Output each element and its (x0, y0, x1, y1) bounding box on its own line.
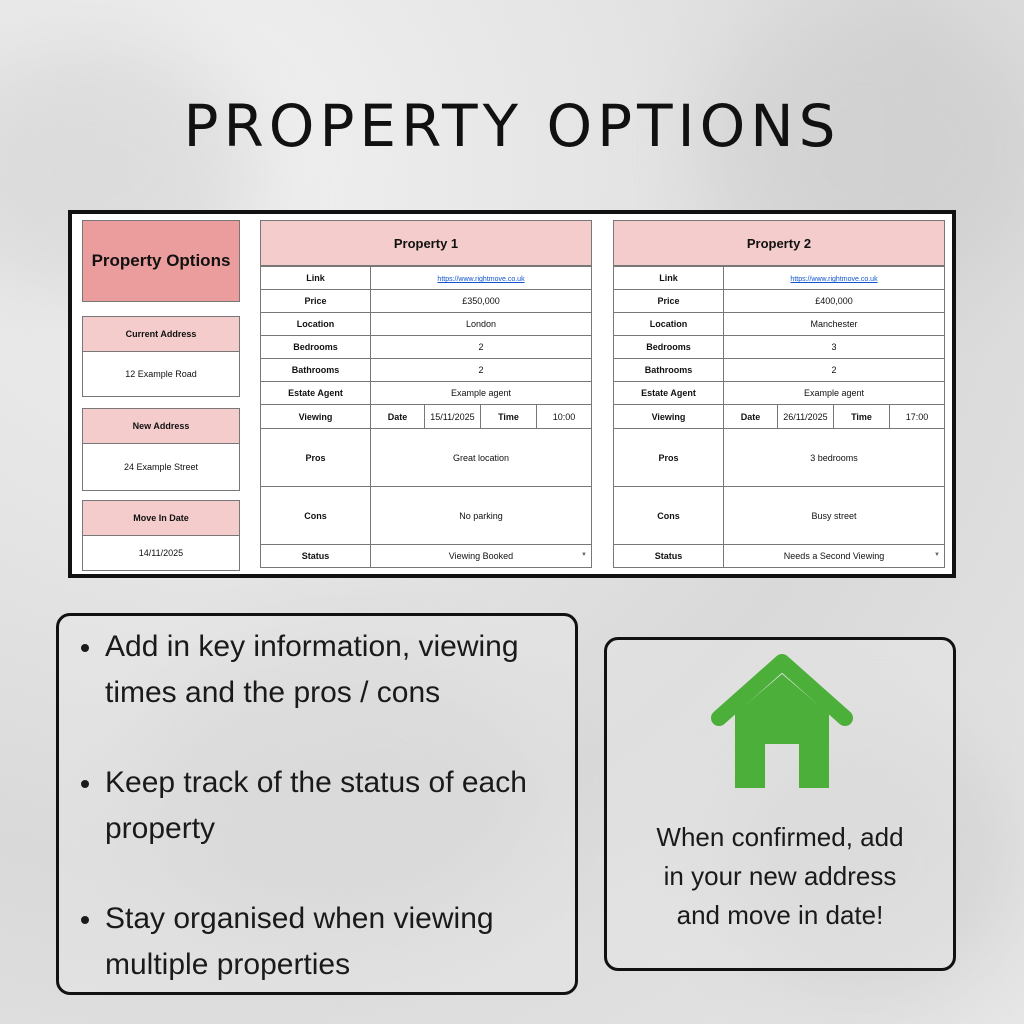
table-row (261, 405, 592, 429)
property-1-status-dropdown[interactable] (371, 545, 592, 568)
property-2-viewing-date[interactable]: 26/11/2025 (778, 405, 834, 428)
property-1-price[interactable]: £350,000 (371, 290, 592, 313)
date-label: Date (371, 405, 425, 428)
table-row (614, 313, 945, 336)
estate-agent-label: Estate Agent (261, 382, 371, 405)
location-label: Location (261, 313, 371, 336)
property-2-link[interactable]: https://www.rightmove.co.uk (790, 276, 878, 283)
confirmation-line: and move in date! (676, 900, 884, 930)
list-item: Add in key information, viewing times and the pros / cons (81, 624, 561, 716)
table-row (261, 267, 592, 290)
confirmation-line: in your new address (663, 861, 897, 891)
table-row (261, 545, 592, 568)
property-2-estate-agent[interactable]: Example agent (724, 382, 945, 405)
current-address-block (82, 316, 240, 397)
current-address-label: Current Address (83, 317, 239, 352)
pros-label: Pros (614, 429, 724, 487)
features-list (81, 624, 561, 1024)
spreadsheet-preview (68, 210, 956, 578)
table-row (261, 336, 592, 359)
property-2-table (613, 266, 945, 568)
property-1-estate-agent[interactable]: Example agent (371, 382, 592, 405)
confirmation-box (604, 637, 956, 971)
status-label: Status (614, 545, 724, 568)
features-box (56, 613, 578, 995)
table-row (261, 487, 592, 545)
list-item: Stay organised when viewing multiple properties (81, 896, 561, 988)
property-1-link[interactable]: https://www.rightmove.co.uk (437, 276, 525, 283)
table-row (614, 359, 945, 382)
property-2-cons[interactable]: Busy street (724, 487, 945, 545)
bedrooms-label: Bedrooms (261, 336, 371, 359)
property-1-viewing-time[interactable]: 10:00 (552, 411, 576, 422)
chevron-down-icon: ▼ (934, 552, 940, 558)
property-2-price[interactable]: £400,000 (724, 290, 945, 313)
move-in-date-value[interactable]: 14/11/2025 (83, 536, 239, 570)
table-row (261, 359, 592, 382)
time-label: Time (481, 405, 537, 428)
confirmation-text (607, 818, 953, 935)
date-label: Date (724, 405, 778, 428)
property-1-pros[interactable]: Great location (371, 429, 592, 487)
property-1-title: Property 1 (260, 220, 592, 266)
property-1-status: Viewing Booked (448, 551, 514, 561)
property-1-cons[interactable]: No parking (371, 487, 592, 545)
property-2-pros[interactable]: 3 bedrooms (724, 429, 945, 487)
bathrooms-label: Bathrooms (614, 359, 724, 382)
link-label: Link (261, 267, 371, 290)
property-2-title: Property 2 (613, 220, 945, 266)
house-icon (707, 652, 857, 792)
page-title: PROPERTY OPTIONS (183, 92, 841, 160)
property-2-status-dropdown[interactable] (724, 545, 945, 568)
viewing-label: Viewing (614, 405, 724, 429)
property-2-status: Needs a Second Viewing (783, 551, 885, 561)
property-2-viewing-time[interactable]: 17:00 (905, 411, 929, 422)
cons-label: Cons (614, 487, 724, 545)
new-address-block (82, 408, 240, 491)
confirmation-line: When confirmed, add (656, 822, 904, 852)
table-row (614, 545, 945, 568)
bathrooms-label: Bathrooms (261, 359, 371, 382)
cons-label: Cons (261, 487, 371, 545)
table-row (614, 429, 945, 487)
table-row (614, 336, 945, 359)
property-1-table (260, 266, 592, 568)
link-label: Link (614, 267, 724, 290)
property-1-location[interactable]: London (371, 313, 592, 336)
current-address-value[interactable]: 12 Example Road (83, 352, 239, 396)
move-in-date-label: Move In Date (83, 501, 239, 536)
move-in-date-block (82, 500, 240, 571)
time-label: Time (834, 405, 890, 428)
estate-agent-label: Estate Agent (614, 382, 724, 405)
new-address-label: New Address (83, 409, 239, 444)
property-card-2 (613, 220, 945, 568)
property-2-location[interactable]: Manchester (724, 313, 945, 336)
property-1-bathrooms[interactable]: 2 (371, 359, 592, 382)
table-row (614, 405, 945, 429)
table-row (614, 487, 945, 545)
price-label: Price (614, 290, 724, 313)
bedrooms-label: Bedrooms (614, 336, 724, 359)
property-2-bathrooms[interactable]: 2 (724, 359, 945, 382)
new-address-value[interactable]: 24 Example Street (83, 444, 239, 490)
status-label: Status (261, 545, 371, 568)
property-1-bedrooms[interactable]: 2 (371, 336, 592, 359)
table-row (614, 290, 945, 313)
table-row (261, 290, 592, 313)
list-item: Keep track of the status of each property (81, 760, 561, 852)
price-label: Price (261, 290, 371, 313)
property-2-bedrooms[interactable]: 3 (724, 336, 945, 359)
table-row (261, 313, 592, 336)
sheet-title: Property Options (82, 220, 240, 302)
location-label: Location (614, 313, 724, 336)
property-1-viewing-date[interactable]: 15/11/2025 (425, 405, 481, 428)
table-row (261, 382, 592, 405)
chevron-down-icon: ▼ (581, 552, 587, 558)
table-row (614, 267, 945, 290)
property-card-1 (260, 220, 592, 568)
table-row (261, 429, 592, 487)
table-row (614, 382, 945, 405)
viewing-label: Viewing (261, 405, 371, 429)
pros-label: Pros (261, 429, 371, 487)
